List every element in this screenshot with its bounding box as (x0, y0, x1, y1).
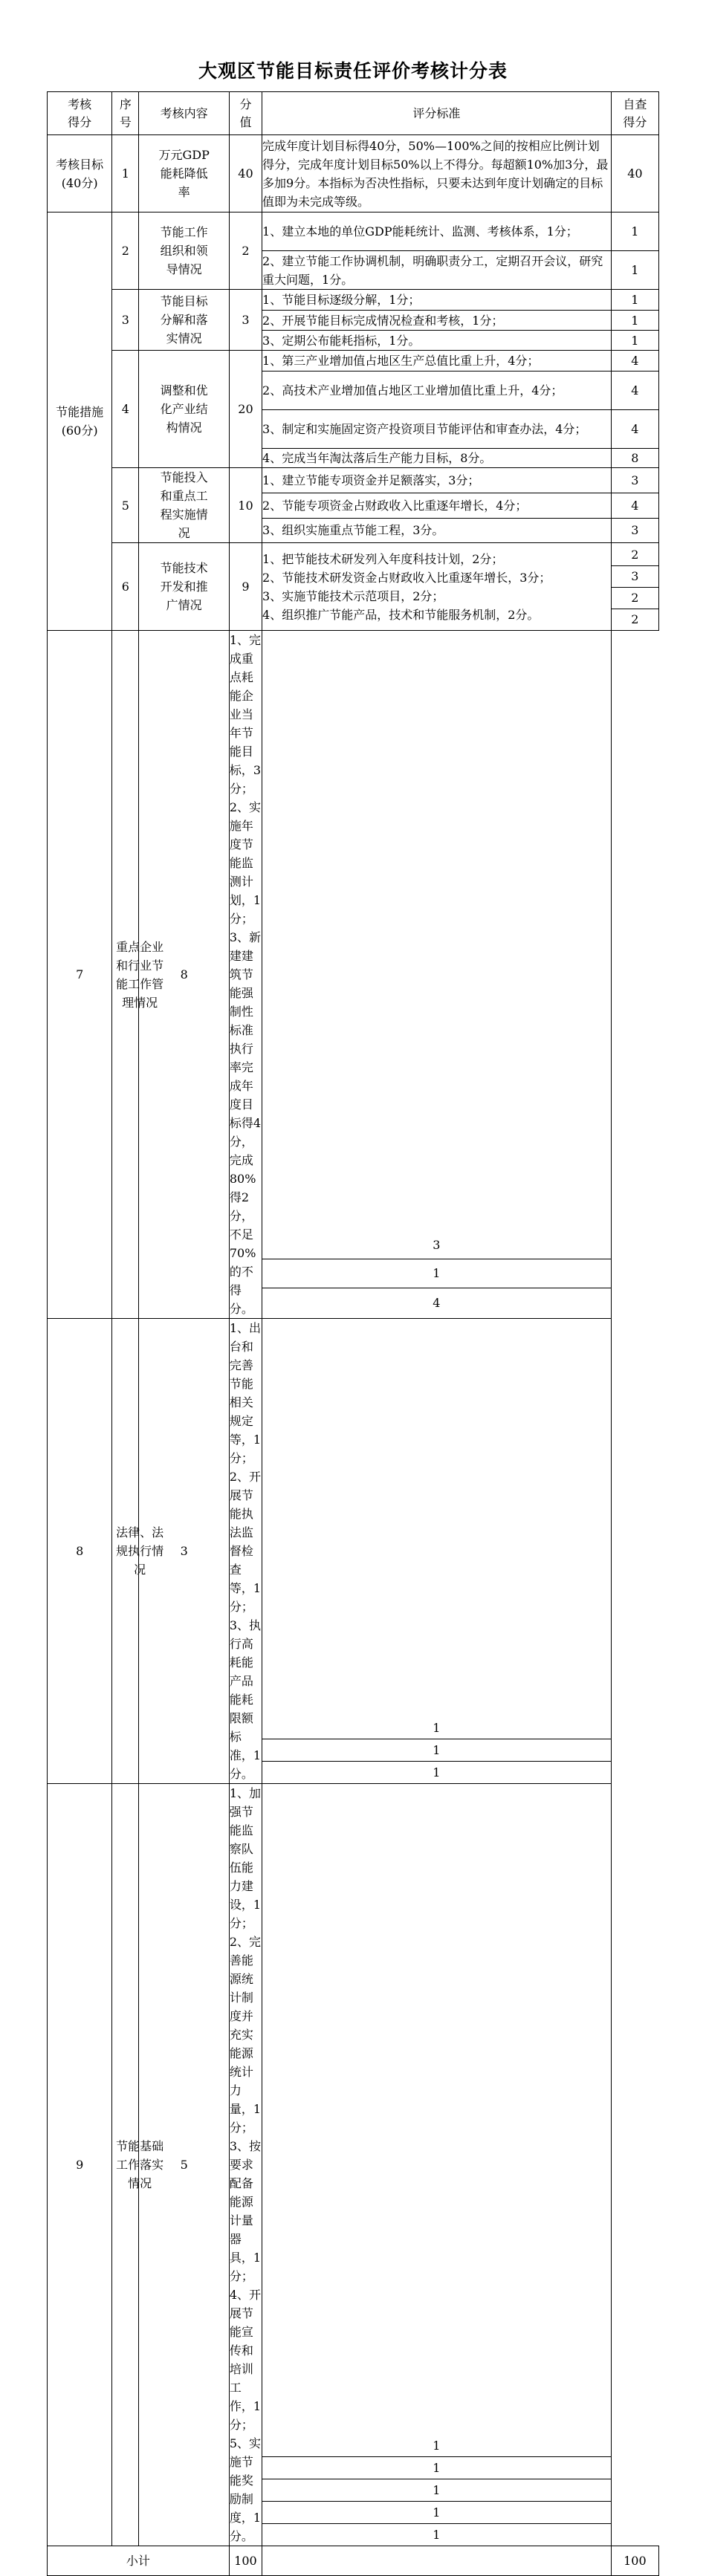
row-self-score (262, 1319, 612, 1784)
row-self-score: 4 (611, 351, 658, 372)
row-standard: 3、定期公布能耗指标，1分。 (262, 331, 612, 351)
row-content (112, 1319, 164, 1784)
subtotal-standard-empty (262, 2546, 612, 2576)
table-row (48, 351, 659, 372)
row-standard: 完成年度计划目标得40分，50%—100%之间的按相应比例计划得分，完成年度计划目标50%以上不得分。每超额10%加3分，最多加9分。本指标为否决性指标，只要未达到年度计划确定的目标值即为未完成等级。 (262, 135, 612, 212)
row-content-text: 万元GDP能耗降低率 (158, 148, 210, 199)
row-self-score (262, 1784, 612, 2546)
standard-line: 3、新建建筑节能强制性标准执行率完成年度目标得4分，完成80%得2分，不足70%的不得分。 (229, 930, 262, 1316)
sub-score: 1 (262, 1739, 611, 1761)
row-self-score: 4 (611, 493, 658, 518)
row-content (139, 468, 229, 543)
row-points: 8 (139, 631, 229, 1319)
standard-line: 1、完成重点耗能企业当年节能目标，3分； (229, 633, 262, 796)
row-seq: 9 (48, 1784, 112, 2546)
row-standard: 2、建立节能工作协调机制，明确职责分工，定期召开会议，研究重大问题，1分。 (262, 251, 612, 290)
header-standard: 评分标准 (262, 92, 612, 135)
row-seq: 8 (48, 1319, 112, 1784)
header-score-type (48, 92, 112, 135)
sub-score: 1 (262, 2523, 611, 2546)
standard-line: 1、把节能技术研发列入年度科技计划，2分； (262, 551, 504, 566)
row-self-score: 8 (611, 449, 658, 468)
standard-line: 4、开展节能宣传和培训工作，1分； (229, 2288, 262, 2432)
table-row (48, 135, 659, 212)
row-self-score (262, 631, 612, 1319)
subtotal-label-text: 小计 (126, 2554, 150, 2568)
row-seq: 3 (112, 290, 139, 351)
row-content (112, 631, 164, 1319)
row-points: 9 (229, 543, 262, 631)
row-seq: 1 (112, 135, 139, 212)
row-points: 3 (229, 290, 262, 351)
sub-score: 2 (612, 587, 658, 609)
score-table (47, 91, 659, 2576)
row-content-text: 调整和优化产业结构情况 (160, 383, 208, 435)
row-content-text: 节能技术开发和推广情况 (160, 561, 208, 612)
row-self-score: 1 (611, 212, 658, 251)
standard-line: 4、组织推广节能产品，技术和节能服务机制，2分。 (262, 607, 540, 622)
sub-score: 1 (262, 2456, 611, 2479)
group-measures (48, 212, 112, 631)
row-standard: 4、完成当年淘汰落后生产能力目标，8分。 (262, 449, 612, 468)
header-score-type-text: 考核得分 (68, 97, 92, 129)
header-seq-text: 序号 (119, 97, 132, 129)
row-standard: 2、开展节能目标完成情况检查和考核，1分； (262, 311, 612, 331)
sub-score: 1 (433, 2439, 441, 2453)
row-standard: 2、节能专项资金占财政收入比重逐年增长，4分； (262, 493, 612, 518)
row-standard: 1、第三产业增加值占地区生产总值比重上升，4分； (262, 351, 612, 372)
table-row (48, 468, 659, 493)
row-standard: 2、高技术产业增加值占地区工业增加值比重上升，4分； (262, 372, 612, 410)
row-content (139, 290, 229, 351)
row-self-score: 4 (611, 410, 658, 449)
row-content (139, 212, 229, 290)
table-row (48, 543, 659, 631)
subtotal-self-score: 100 (611, 2546, 658, 2576)
row-points: 10 (229, 468, 262, 543)
table-row (48, 1319, 659, 1784)
row-self-score: 1 (611, 251, 658, 290)
group-target (48, 135, 112, 212)
group-target-text: 考核目标(40分) (56, 157, 104, 190)
header-points-text: 分值 (239, 97, 252, 129)
row-seq: 4 (112, 351, 139, 468)
table-row (48, 1784, 659, 2546)
row-standard (229, 631, 262, 1319)
row-content-text: 节能目标分解和落实情况 (160, 294, 208, 345)
sub-score: 4 (262, 1288, 611, 1318)
row-content (139, 351, 229, 468)
group-measures-text: 节能措施(60分) (56, 405, 104, 438)
standard-line: 3、实施节能技术示范项目，2分； (262, 588, 444, 603)
sub-score: 3 (612, 565, 658, 587)
row-self-score: 3 (611, 468, 658, 493)
table-row (48, 290, 659, 311)
row-self-score: 1 (611, 331, 658, 351)
table-row (48, 631, 659, 1319)
table-header-row (48, 92, 659, 135)
row-standard: 1、建立节能专项资金并足额落实，3分； (262, 468, 612, 493)
row-content (139, 135, 229, 212)
row-standard: 3、组织实施重点节能工程，3分。 (262, 518, 612, 542)
row-self-score: 3 (611, 518, 658, 542)
sub-score: 2 (631, 548, 639, 562)
row-content (112, 1784, 164, 2546)
sub-score: 1 (262, 2479, 611, 2501)
row-seq: 6 (112, 543, 139, 631)
subtotal-row (48, 2546, 659, 2576)
row-standard (229, 1784, 262, 2546)
row-points: 5 (139, 1784, 229, 2546)
row-self-score: 4 (611, 372, 658, 410)
sub-score: 1 (262, 1259, 611, 1288)
row-seq: 7 (48, 631, 112, 1319)
row-seq: 2 (112, 212, 139, 290)
standard-line: 3、按要求配备能源计量器具，1分； (229, 2139, 262, 2283)
standard-line: 1、出台和完善节能相关规定等，1分； (229, 1321, 262, 1465)
sub-score: 2 (612, 609, 658, 630)
header-self-score-text: 自查得分 (623, 97, 647, 129)
header-self-score (611, 92, 658, 135)
page-title: 大观区节能目标责任评价考核计分表 (198, 60, 508, 82)
row-content (139, 543, 229, 631)
standard-line: 2、开展节能执法监督检查等，1分； (229, 1470, 262, 1614)
table-row (48, 212, 659, 251)
standard-line: 2、实施年度节能监测计划，1分； (229, 800, 262, 926)
row-standard (229, 1319, 262, 1784)
row-self-score: 40 (611, 135, 658, 212)
sub-score: 1 (433, 1721, 441, 1735)
row-points: 20 (229, 351, 262, 468)
row-standard: 3、制定和实施固定资产投资项目节能评估和审查办法，4分； (262, 410, 612, 449)
row-points: 2 (229, 212, 262, 290)
row-self-score: 1 (611, 311, 658, 331)
standard-line: 5、实施节能奖励制度，1分。 (229, 2436, 262, 2543)
row-points: 40 (229, 135, 262, 212)
row-seq: 5 (112, 468, 139, 543)
standard-line: 2、节能技术研发资金占财政收入比重逐年增长，3分； (262, 570, 551, 585)
standard-line: 2、完善能源统计制度并充实能源统计力量，1分； (229, 1935, 262, 2135)
row-self-score (611, 543, 658, 631)
subtotal-label (48, 2546, 230, 2576)
header-points (229, 92, 262, 135)
subtotal-points: 100 (229, 2546, 262, 2576)
row-standard (262, 543, 612, 631)
row-self-score: 1 (611, 290, 658, 311)
sub-score: 3 (433, 1238, 441, 1252)
header-content: 考核内容 (139, 92, 229, 135)
standard-line: 1、加强节能监察队伍能力建设，1分； (229, 1786, 262, 1930)
row-standard: 1、建立本地的单位GDP能耗统计、监测、考核体系，1分； (262, 212, 612, 251)
sub-score: 1 (262, 1761, 611, 1783)
row-content-text: 节能基础工作落实情况 (116, 2139, 164, 2190)
row-content-text: 法律、法规执行情况 (116, 1525, 164, 1577)
row-content-text: 节能工作组织和领导情况 (160, 225, 208, 276)
header-seq (112, 92, 139, 135)
row-content-text: 重点企业和行业节能工作管理情况 (116, 939, 164, 1010)
sub-score: 1 (262, 2501, 611, 2523)
standard-line: 3、执行高耗能产品能耗限额标准，1分。 (229, 1618, 262, 1781)
row-points: 3 (139, 1319, 229, 1784)
row-content-text: 节能投入和重点工程实施情况 (160, 470, 208, 540)
row-standard: 1、节能目标逐级分解，1分； (262, 290, 612, 311)
